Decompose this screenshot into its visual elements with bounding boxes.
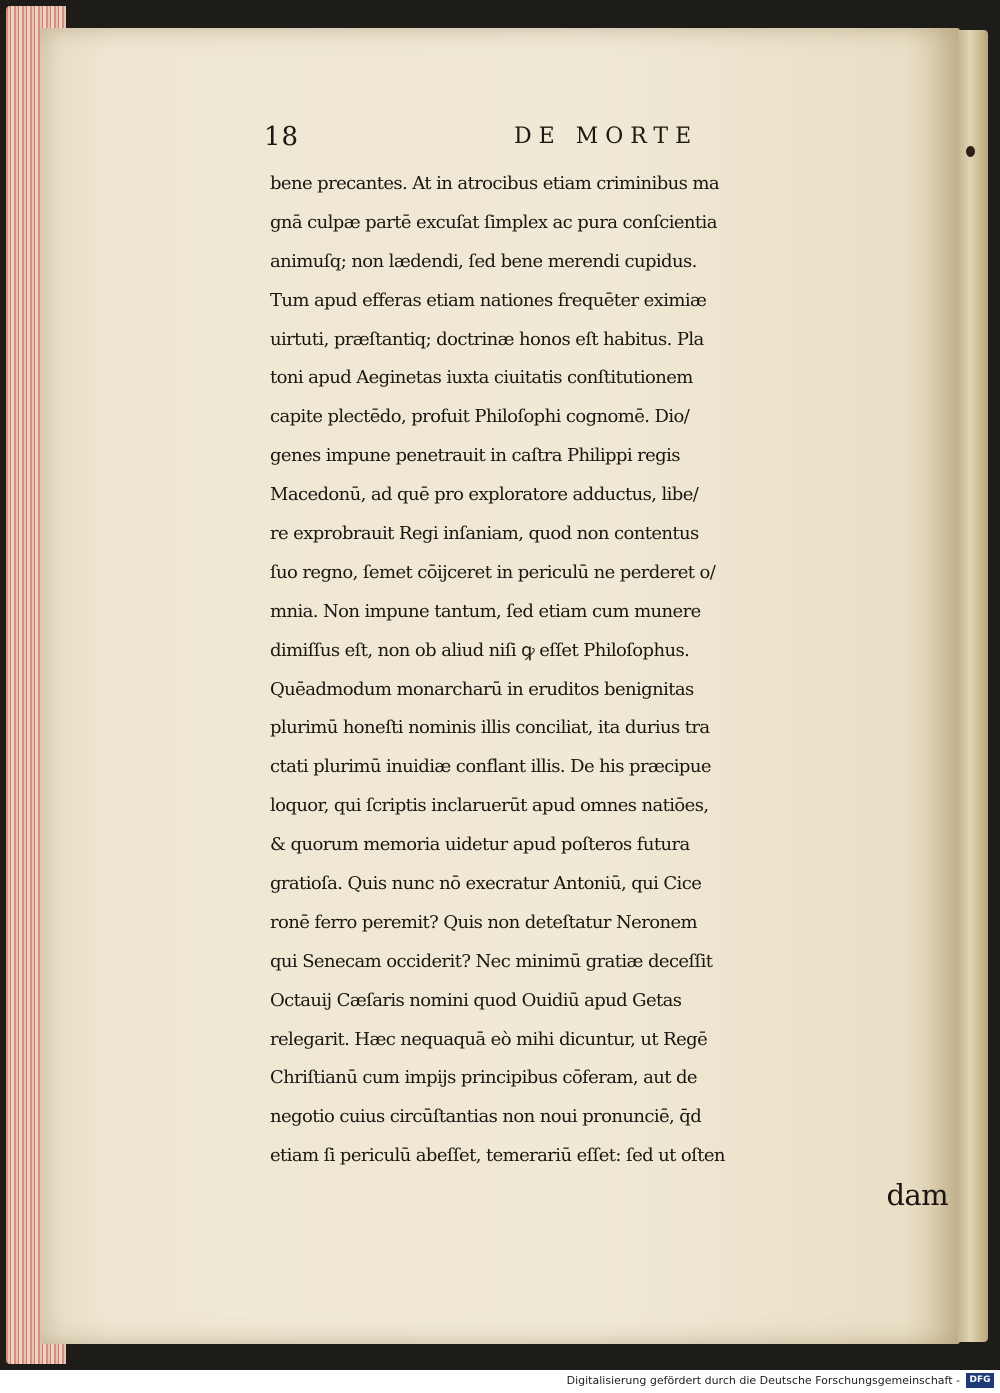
text-line: uirtuti, præſtantiq; doctrinæ honos eſt habitus. Pla <box>270 328 704 350</box>
text-line: plurimū honeſti nominis illis conciliat, ita durius tra <box>270 717 710 739</box>
text-line: ſuo regno, ſemet cōijceret in periculū ne perderet o/ <box>270 561 716 583</box>
binding-board <box>958 30 988 1342</box>
running-title: DE MORTE <box>514 124 699 149</box>
text-line: Macedonū, ad quē pro exploratore adductus, libe/ <box>270 484 699 506</box>
text-line: genes impune penetrauit in caſtra Philippi regis <box>270 445 680 467</box>
text-line: gnā culpæ partē excuſat ſimplex ac pura conſcientia <box>270 211 717 233</box>
running-head <box>264 122 744 156</box>
ink-spot <box>966 146 975 157</box>
text-line: etiam ſi periculū abeſſet, temerariū eſſet: ſed ut oſten <box>270 1145 725 1167</box>
catchword: dam <box>886 1178 948 1213</box>
page-number: 18 <box>264 122 300 152</box>
text-line: Octauij Cæſaris nomini quod Ouidiū apud Getas <box>270 989 682 1011</box>
text-line: loquor, qui ſcriptis inclaruerūt apud omnes natiōes, <box>270 795 709 817</box>
text-line: dimiſſus eſt, non ob aliud niſi ꝙ eſſet Philoſophus. <box>270 639 690 661</box>
dfg-logo[interactable]: DFG <box>966 1373 994 1388</box>
text-line: re exprobrauit Regi inſaniam, quod non contentus <box>270 523 699 545</box>
text-line: capite plectēdo, profuit Philoſophi cognomē. Dio/ <box>270 406 690 428</box>
text-line: ctati plurimū inuidiæ conflant illis. De his præcipue <box>270 756 711 778</box>
funding-credit: Digitalisierung gefördert durch die Deutsche Forschungsgemeinschaft - <box>566 1374 960 1387</box>
text-line: animuſq; non lædendi, ſed bene merendi cupidus. <box>270 250 697 272</box>
text-line: toni apud Aeginetas iuxta ciuitatis conſtitutionem <box>270 367 693 389</box>
text-line: gratioſa. Quis nunc nō execratur Antoniū, qui Cice <box>270 873 702 895</box>
footer-bar <box>0 1370 1000 1393</box>
text-line: Chriſtianū cum impijs principibus cōferam, aut de <box>270 1067 697 1089</box>
text-line: Tum apud efferas etiam nationes frequēter eximiæ <box>270 289 707 311</box>
text-line: & quorum memoria uidetur apud poſteros futura <box>270 834 690 856</box>
text-line: relegarit. Hæc nequaquā eò mihi dicuntur, ut Regē <box>270 1028 708 1050</box>
text-line: mnia. Non impune tantum, ſed etiam cum munere <box>270 600 701 622</box>
body-text <box>270 165 950 1215</box>
text-line: ronē ferro peremit? Quis non deteſtatur Neronem <box>270 911 697 933</box>
text-line: bene precantes. At in atrocibus etiam criminibus ma <box>270 173 719 194</box>
text-line: negotio cuius circūſtantias non noui pronunciē, q̄d <box>270 1106 702 1128</box>
text-line: Quēadmodum monarcharū in eruditos benignitas <box>270 678 694 700</box>
text-line: qui Senecam occiderit? Nec minimū gratiæ deceſſit <box>270 950 713 972</box>
